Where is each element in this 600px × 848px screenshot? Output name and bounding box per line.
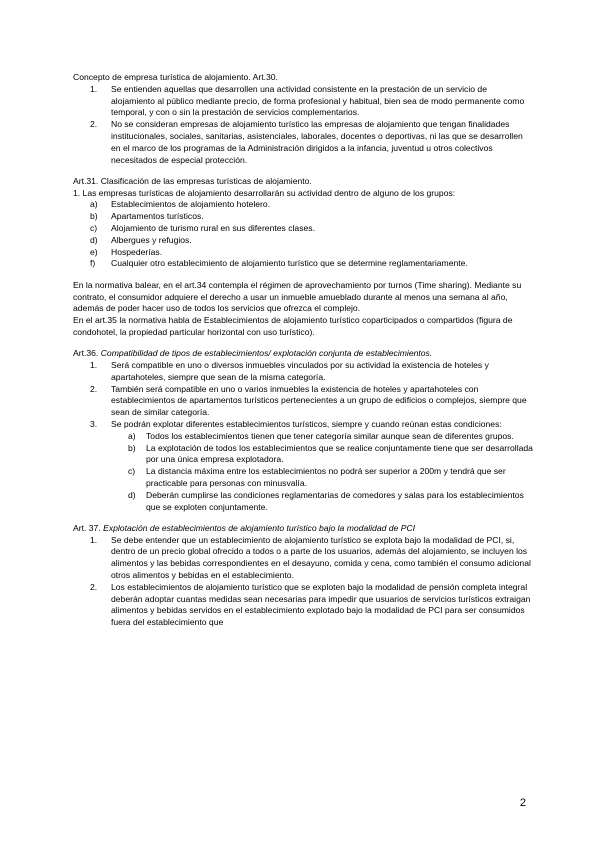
list-item: d) Deberán cumplirse las condiciones reglamentarias de comedores y salas para los establecimientos que se exploten conjuntamente. [128, 489, 524, 512]
list-item: b) Apartamentos turísticos. [90, 211, 204, 222]
art31-intro: 1. Las empresas turísticas de alojamiento desarrollarán su actividad dentro de alguno de los grupos: [73, 187, 456, 198]
page-content [73, 72, 533, 629]
list-item: a) Establecimientos de alojamiento hotelero. [90, 199, 271, 210]
art36-title: Compatibilidad de tipos de establecimientos/ explotación conjunta de establecimientos. [100, 348, 433, 359]
list-item: c) Alojamiento de turismo rural en sus diferentes clases. [90, 223, 315, 234]
art31-list [73, 199, 533, 270]
list-item: 2. También será compatible en uno o varios inmuebles la existencia de hoteles y apartahoteles con establecimientos de apartamentos turísticos pertenecientes a un grupo de edificios o complejos, siempre que sean de similar categoría. [90, 383, 527, 418]
normativa-paragraph-1: En la normativa balear, en el art.34 contempla el régimen de aprovechamiento por turnos (Time sharing). Mediante su contrato, el consumidor adquiere el derecho a usar un inmueble amueblado durante al menos una semana al año, además de poder hacer uso de todos los servicios que ofrezca el complejo. [73, 279, 522, 314]
list-item: 1. Se debe entender que un establecimiento de alojamiento turístico se explota bajo la modalidad de PCI, si, dentro de un precio global ofrecido a todos o a parte de los usuarios, además del alojamiento, se incluyen los alimentos y las bebidas correspondientes en el desayuno, comida y cena, como también el consumo adicional otros alimentos y bebidas en el establecimiento. [90, 534, 531, 581]
page-number: 2 [519, 797, 526, 809]
list-item: b) La explotación de todos los establecimientos que se realice conjuntamente tiene que ser desarrollada por una única empresa explotadora. [128, 442, 533, 465]
list-item: c) La distancia máxima entre los establecimientos no podrá ser superior a 200m y tendrá que ser practicable para personas con minusvalía. [128, 466, 506, 488]
list-item: e) Hospederías. [90, 246, 163, 257]
list-item: f) Cualquier otro establecimiento de alojamiento turístico que se determine reglamentariamente. [90, 258, 468, 269]
list-item: d) Albergues y refugios. [90, 234, 192, 245]
list-item: a) Todos los establecimientos tienen que tener categoría similar aunque sean de diferentes grupos. [128, 430, 514, 441]
art37-heading: Art. 37. Explotación de establecimientos de alojamiento turístico bajo la modalidad de PCI [73, 522, 416, 533]
list-item: 3. Se podrán explotar diferentes establecimientos turísticos, siempre y cuando reúnan estas condiciones: [90, 419, 502, 430]
list-item: 1. Será compatible en uno o diversos inmuebles vinculados por su actividad la existencia de hoteles y apartahoteles, siempre que sean de la misma categoría. [90, 360, 489, 382]
art36-sublist [73, 431, 533, 514]
art36-heading: Art.36. Compatibilidad de tipos de establecimientos/ explotación conjunta de establecimientos. [73, 348, 433, 359]
list-item: 2. Los establecimientos de alojamiento turístico que se exploten bajo la modalidad de pensión completa integral deberán adoptar cuantas medidas sean necesarias para impedir que usuarios de servicios turísticos extraigan alimentos y bebidas servidos en el establecimiento explotado bajo la modalidad de PCI para ser consumidos fuera del establecimiento que [90, 581, 531, 628]
art37-list [73, 535, 533, 629]
list-item: 2. No se consideran empresas de alojamiento turístico las empresas de alojamiento que tengan finalidades institucionales, sociales, sanitarias, asistenciales, laborales, docentes o deportivas, ni las que se desarrollen en el marco de los programas de la Administración dirigidos a la infancia, juventud u otros colectivos necesitados de especial protección. [90, 119, 523, 165]
art30-list [73, 84, 533, 167]
list-item: 1. Se entienden aquellas que desarrollen una actividad consistente en la prestación de un servicio de alojamiento al público mediante precio, de forma profesional y habitual, bien sea de modo permanente como temporal, y con o sin la prestación de servicios complementarios. [90, 83, 525, 118]
art30-title: Concepto de empresa turística de alojamiento. Art.30. [73, 72, 278, 82]
art37-title: Explotación de establecimientos de alojamiento turístico bajo la modalidad de PCI [103, 522, 416, 533]
art36-list [73, 360, 533, 431]
art31-title: Art.31. Clasificación de las empresas turísticas de alojamiento. [73, 175, 312, 186]
normativa-paragraph-2: En el art.35 la normativa habla de Establecimientos de alojamiento turístico coparticipados o compartidos (figura de condohotel, la propiedad particular horizontal con uso turístico). [73, 315, 513, 337]
